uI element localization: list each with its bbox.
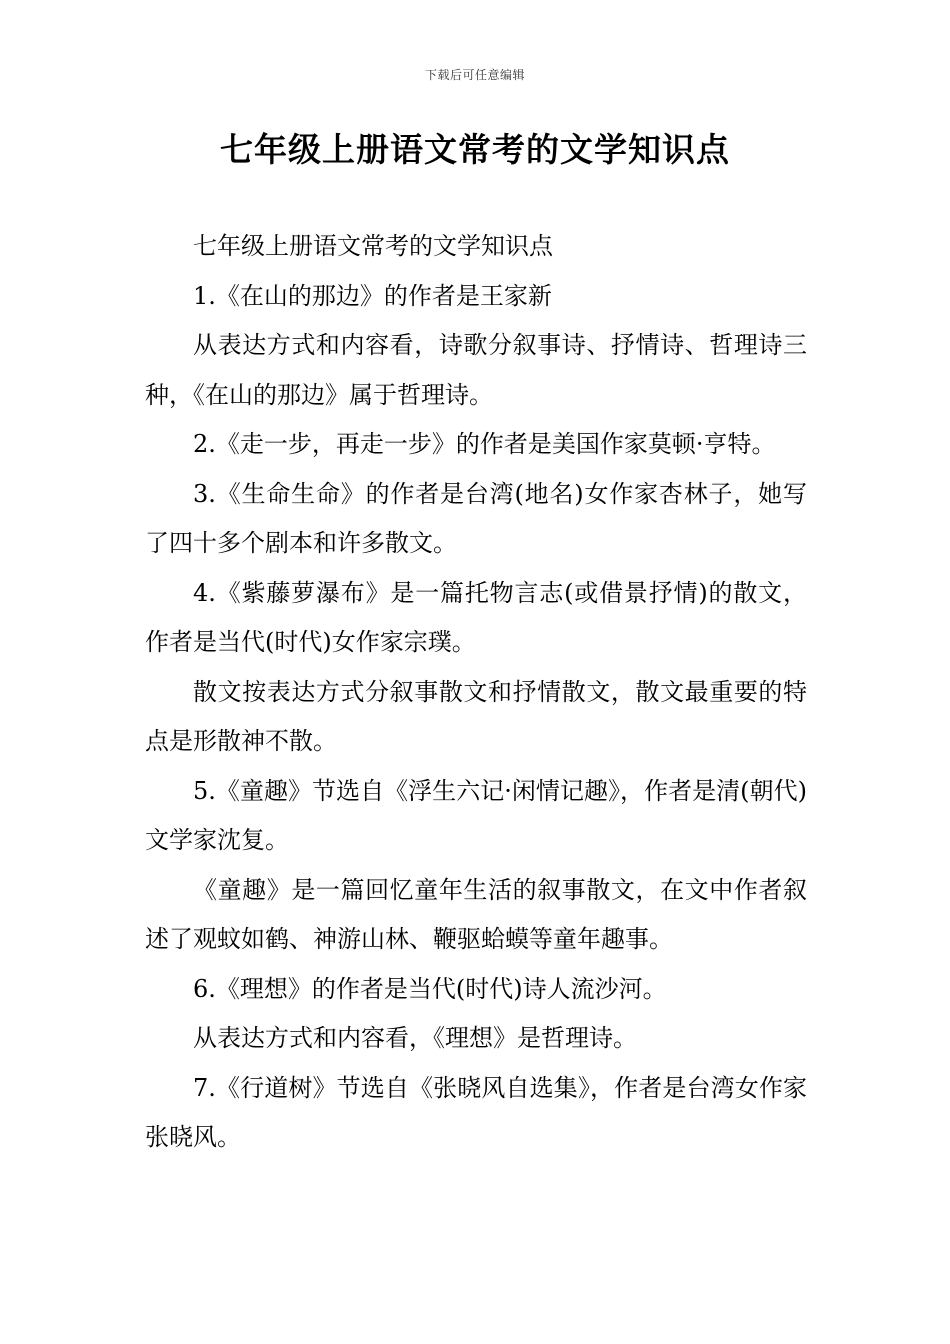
document-title: 七年级上册语文常考的文学知识点 [220, 130, 730, 169]
paragraph: 七年级上册语文常考的文学知识点 [193, 232, 553, 260]
paragraph: 7.《行道树》节选自《张晓风自选集》，作者是台湾女作家张晓风。 [145, 1073, 807, 1151]
paragraph: 5.《童趣》节选自《浮生六记·闲情记趣》，作者是清(朝代)文学家沈复。 [145, 776, 807, 854]
paragraph: 3.《生命生命》的作者是台湾(地名)女作家杏林子，她写了四十多个剧本和许多散文。 [145, 479, 807, 557]
paragraph: 从表达方式和内容看，诗歌分叙事诗、抒情诗、哲理诗三种，《在山的那边》属于哲理诗。 [145, 331, 807, 409]
header-note: 下载后可任意编辑 [424, 68, 525, 82]
paragraph: 4.《紫藤萝瀑布》是一篇托物言志(或借景抒情)的散文，作者是当代(时代)女作家宗璞。 [145, 578, 807, 656]
document-body [145, 222, 807, 1163]
paragraph: 《童趣》是一篇回忆童年生活的叙事散文，在文中作者叙述了观蚊如鹤、神游山林、鞭驱蛤蟆等童年趣事。 [145, 875, 807, 953]
paragraph: 1.《在山的那边》的作者是王家新 [193, 281, 552, 310]
paragraph: 散文按表达方式分叙事散文和抒情散文，散文最重要的特点是形散神不散。 [145, 677, 807, 755]
paragraph: 从表达方式和内容看，《理想》是哲理诗。 [193, 1024, 637, 1052]
paragraph: 2.《走一步，再走一步》的作者是美国作家莫顿·亨特。 [193, 430, 776, 458]
paragraph: 6.《理想》的作者是当代(时代)诗人流沙河。 [193, 974, 667, 1003]
